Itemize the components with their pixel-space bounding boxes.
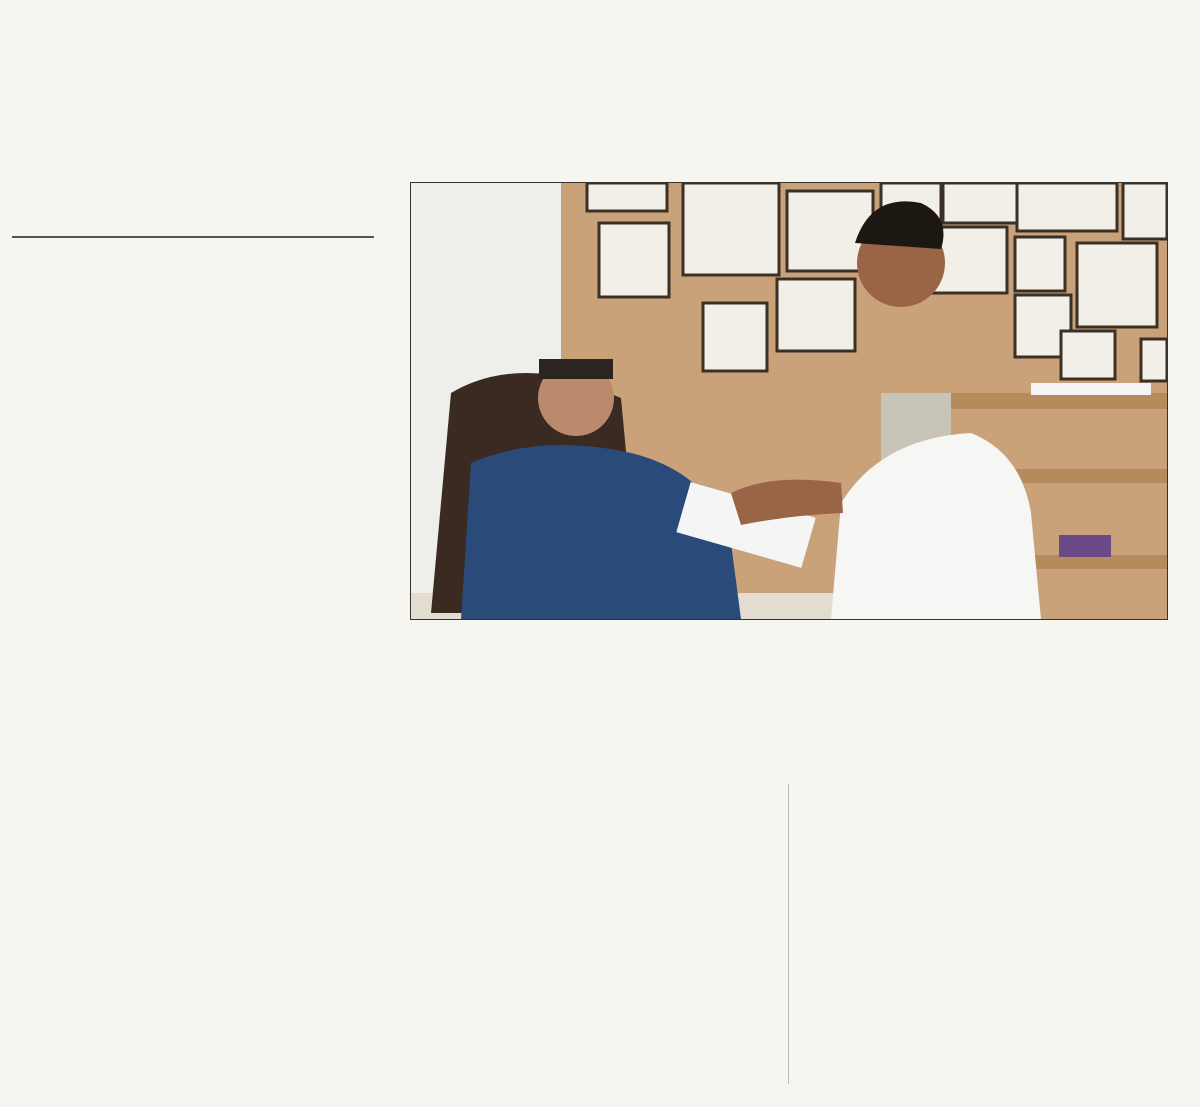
- column-divider: [788, 784, 789, 1084]
- byline: [14, 184, 374, 218]
- photo-caption: [410, 648, 1170, 768]
- body-column-2: [410, 784, 774, 1084]
- body-column-1: [12, 252, 376, 1097]
- body-column-3: [806, 784, 1170, 1084]
- headline: [20, 18, 1180, 158]
- news-photo: [410, 182, 1168, 620]
- byline-rule: [12, 236, 374, 238]
